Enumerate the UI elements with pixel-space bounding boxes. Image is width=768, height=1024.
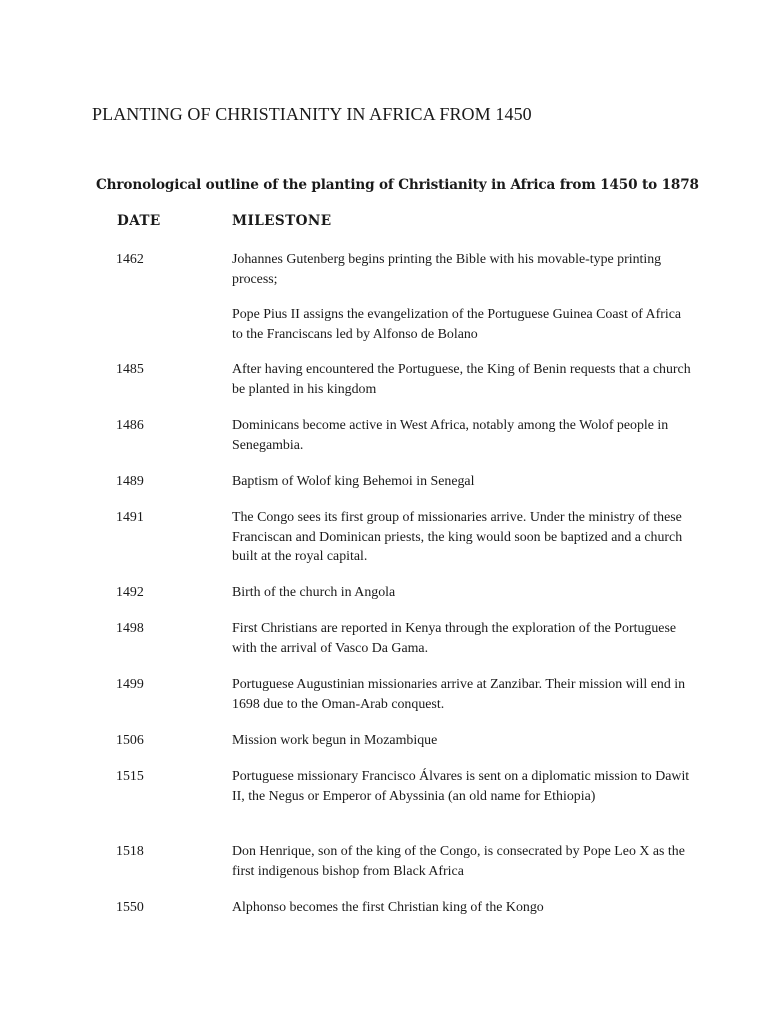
entry-year: 1491 [116,510,144,525]
entry-milestone: Alphonso becomes the first Christian king of the Kongo [232,900,544,915]
entry-year: 1492 [116,585,144,600]
entry-milestone: First Christians are reported in Kenya through the exploration of the Portuguese with the arrival of Vasco Da Gama. [232,621,677,656]
entry-year: 1486 [116,418,144,433]
entry-year: 1506 [116,733,144,748]
entry-milestone: Baptism of Wolof king Behemoi in Senegal [232,474,475,489]
entry-milestone: Mission work begun in Mozambique [232,733,438,748]
entry-milestone: Johannes Gutenberg begins printing the Bible with his movable-type printing process; [232,252,662,287]
entry-milestone: Portuguese Augustinian missionaries arrive at Zanzibar. Their mission will end in 1698 due to the Oman-Arab conquest. [232,677,686,712]
page-title: PLANTING OF CHRISTIANITY IN AFRICA FROM 1450 [92,104,532,124]
entry-year: 1550 [116,900,144,915]
entry-milestone: After having encountered the Portuguese, the King of Benin requests that a church be planted in his kingdom [232,362,691,397]
entry-milestone: Portuguese missionary Francisco Álvares is sent on a diplomatic mission to Dawit II, the Negus or Emperor of Abyssinia (an old name for Ethiopia) [232,769,690,804]
entry-year: 1499 [116,677,144,692]
column-header-date: DATE [117,213,161,229]
entry-milestone: Dominicans become active in West Africa, notably among the Wolof people in Senegambia. [232,418,669,453]
entry-year: 1498 [116,621,144,636]
document-subtitle: Chronological outline of the planting of Christianity in Africa from 1450 to 1878 [96,177,699,193]
entry-year: 1518 [116,844,144,859]
entry-milestone: The Congo sees its first group of missionaries arrive. Under the ministry of these Franciscan and Dominican priests, the king would soon be baptized and a church built at the royal capital. [232,510,683,564]
entry-year: 1462 [116,252,144,267]
entry-milestone: Birth of the church in Angola [232,585,396,600]
entry-year: 1515 [116,769,144,784]
entry-year: 1489 [116,474,144,489]
entry-milestone: Don Henrique, son of the king of the Congo, is consecrated by Pope Leo X as the first indigenous bishop from Black Africa [232,844,685,879]
column-header-milestone: MILESTONE [232,213,332,229]
entry-year: 1485 [116,362,144,377]
entry-milestone: Pope Pius II assigns the evangelization of the Portuguese Guinea Coast of Africa to the Franciscans led by Alfonso de Bolano [232,307,682,342]
